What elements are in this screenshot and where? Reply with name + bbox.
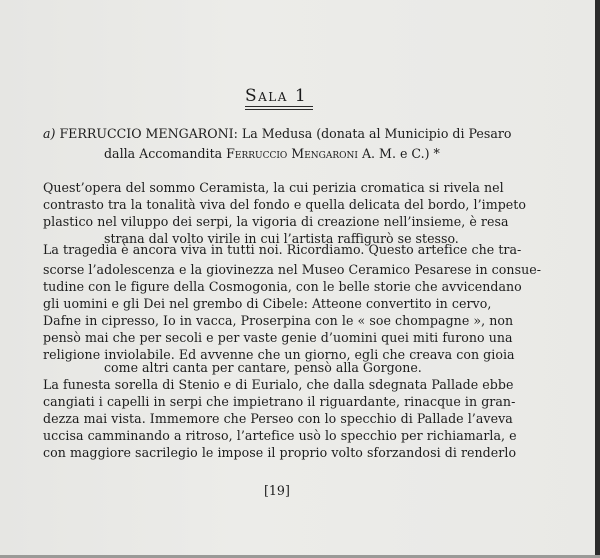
entry-donor-suffix: A. M. e C.) * xyxy=(361,146,440,161)
entry-author: FERRUCCIO MENGARONI xyxy=(59,126,234,141)
page-title: Sala 1 xyxy=(245,86,308,106)
body-line: scorse l’adolescenza e la giovinezza nel Museo Ceramico Pesarese in consue- xyxy=(43,262,542,277)
entry-heading-line1 xyxy=(43,128,511,141)
body-line: tudine con le figure della Cosmogonia, con le belle storie che avvicendano xyxy=(43,279,522,294)
body-line: uccisa camminando a ritroso, l’artefice usò lo specchio per richiamarla, e xyxy=(43,428,517,443)
body-line: gli uomini e gli Dei nel grembo di Cibele: Atteone convertito in cervo, xyxy=(43,296,492,311)
body-line: dezza mai vista. Immemore che Perseo con lo specchio di Pallade l’aveva xyxy=(43,411,513,426)
body-line: strana dal volto virile in cui l’artista raffigurò se stesso. xyxy=(104,231,459,246)
body-line: come altri canta per cantare, pensò alla Gorgone. xyxy=(104,360,422,375)
entry-marker: a) xyxy=(43,126,56,141)
body-line: Quest’opera del sommo Ceramista, la cui perizia cromatica si rivela nel xyxy=(43,180,504,195)
entry-heading-line2 xyxy=(104,148,440,161)
body-line: plastico nel viluppo dei serpi, la vigoria di creazione nell’insieme, è resa xyxy=(43,214,509,229)
title-underline-double xyxy=(245,109,313,110)
entry-donor-name: Ferruccio Mengaroni xyxy=(226,146,358,161)
entry-title: : La Medusa (donata al Municipio di Pesaro xyxy=(233,126,512,141)
body-line: contrasto tra la tonalità viva del fondo e quella delicata del bordo, l’impeto xyxy=(43,197,527,212)
body-line: La funesta sorella di Stenio e di Eurialo, che dalla sdegnata Pallade ebbe xyxy=(43,377,514,392)
body-line: cangiati i capelli in serpi che impietrano il riguardante, rinacque in gran- xyxy=(43,394,516,409)
body-line: Dafne in cipresso, Io in vacca, Proserpina con le « soe chompagne », non xyxy=(43,313,514,328)
body-line: pensò mai che per secoli e per vaste genie d’uomini quei miti furono una xyxy=(43,330,513,345)
page-edge-shadow xyxy=(595,0,600,558)
page-number: [19] xyxy=(264,483,290,498)
body-line: La tragedia è ancora viva in tutti noi. Ricordiamo. Questo artefice che tra- xyxy=(43,242,522,257)
body-line: con maggiore sacrilegio le impose il proprio volto sforzandosi di renderlo xyxy=(43,445,517,460)
body-line: religione inviolabile. Ed avvenne che un giorno, egli che creava con gioia xyxy=(43,347,515,362)
title-underline xyxy=(245,106,313,107)
entry-donor-prefix: dalla Accomandita xyxy=(104,146,223,161)
